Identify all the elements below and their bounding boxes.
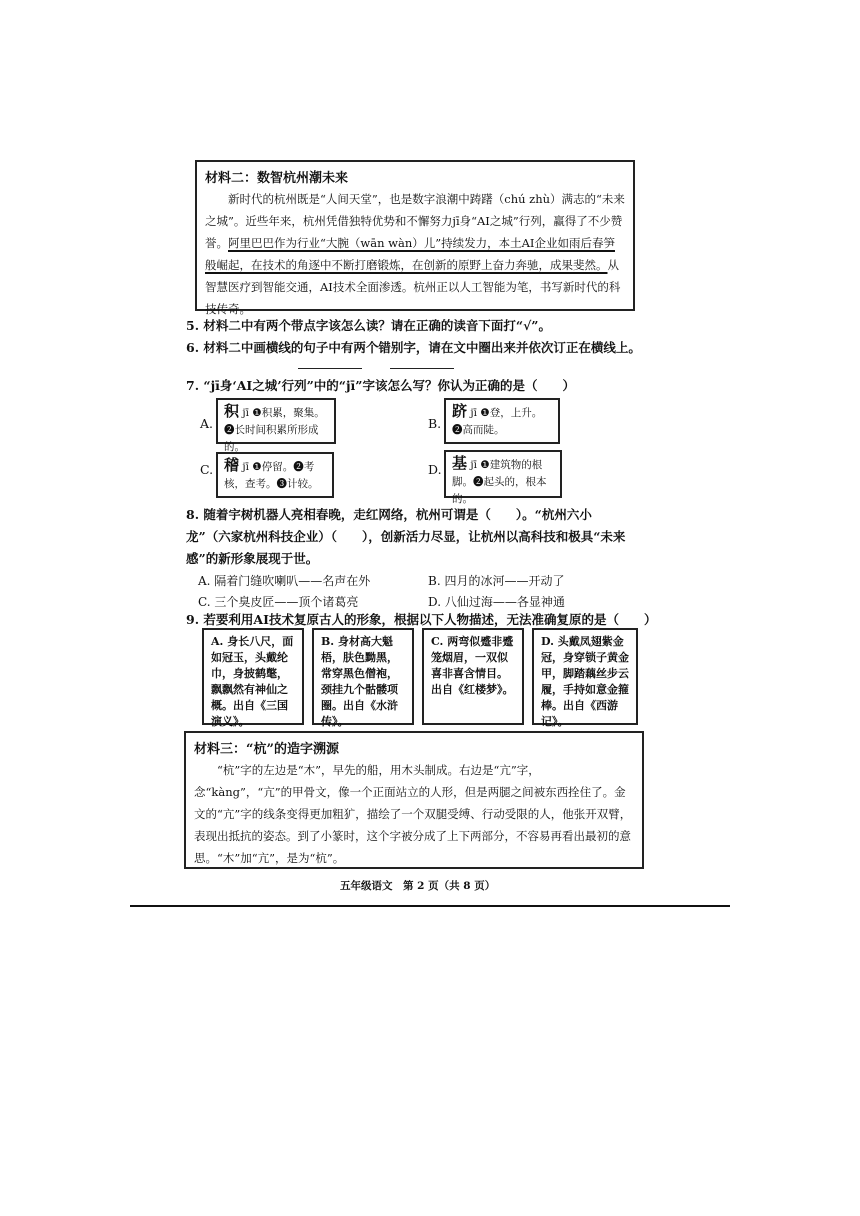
option-b-dict-box[interactable]	[444, 398, 560, 444]
option-c-label[interactable]: C.	[200, 462, 214, 477]
question-5: 5. 材料二中有两个带点字该怎么读？请在正确的读音下面打“√”。	[186, 318, 551, 333]
q8-option-c[interactable]: C. 三个臭皮匠——顶个诸葛亮	[198, 595, 359, 609]
question-7: 7. “jī身‘AI之城’行列”中的“jī”字该怎么写？你认为正确的是（ ）	[186, 378, 575, 393]
material2-title: 材料二：数智杭州潮未来	[205, 171, 349, 186]
option-c-char: 稽	[224, 456, 240, 474]
question-6: 6. 材料二中画横线的句子中有两个错别字，请在文中圈出来并依次订正在横线上。	[186, 340, 641, 355]
material2-box	[195, 160, 635, 316]
option-d-char: 基	[452, 454, 468, 472]
option-a-char: 积	[224, 402, 240, 420]
option-c-def: jī ❶停留。❷考核，查考。❸计较。	[224, 461, 319, 490]
page-divider-line	[130, 905, 730, 907]
q9-option-b-card[interactable]: B. 身材高大魁梧，肤色黝黑，常穿黑色僧袍，颈挂九个骷髅项圈。出自《水浒传》。	[312, 628, 414, 725]
option-d-dict-box[interactable]	[444, 450, 562, 505]
material3-box	[184, 731, 644, 869]
option-d-label[interactable]: D.	[428, 462, 442, 477]
q9-option-a-card[interactable]: A. 身长八尺，面如冠玉，头戴纶巾，身披鹤氅，飘飘然有神仙之概。出自《三国演义》。	[202, 628, 304, 725]
option-b-label[interactable]: B.	[428, 416, 442, 431]
option-c-dict-box[interactable]	[216, 452, 334, 498]
material3-paragraph: “杭”字的左边是“木”，早先的船，用木头制成。右边是“亢”字，念“kàng”，“亢”的甲骨文，像一个正面站立的人形，但是两腿之间被东西拴住了。金文的“亢”字的线条变得更加粗犷，描绘了一个双腿受缚、行动受限的人，他张开双臂，表现出抵抗的姿态。到了小篆时，这个字被分成了上下两部分，不容易再看出最初的意思。“木”加“亢”，是为“杭”。	[194, 763, 632, 865]
answer-blank-2[interactable]	[390, 368, 454, 369]
material3-title: 材料三：“杭”的造字溯源	[194, 742, 339, 757]
page-footer: 五年级语文 第 2 页（共 8 页）	[340, 880, 496, 892]
q8-option-a[interactable]: A. 隔着门缝吹喇叭——名声在外	[198, 574, 371, 588]
option-b-def: jī ❶登，上升。❷高而陡。	[452, 407, 543, 436]
q8-option-d[interactable]: D. 八仙过海——各显神通	[428, 595, 565, 609]
option-a-label[interactable]: A.	[200, 416, 214, 431]
material2-underlined-sentence: 阿里巴巴作为行业“大腕（wān wàn）儿”持续发力，本土AI企业如雨后春笋般崛起，在技术的角逐中不断打磨锻炼，在创新的原野上奋力奔驰，成果斐然。	[205, 236, 615, 272]
q9-option-c-card[interactable]: C. 两弯似蹙非蹙笼烟眉，一双似喜非喜含情目。出自《红楼梦》。	[422, 628, 524, 725]
option-b-char: 跻	[452, 402, 468, 420]
material2-p1: 新时代的杭州既是“人间天堂”，也是数字浪潮中踌躇（chú zhù）满志的“未来之城”。近些年来，杭州凭借独特优势和不懈努力jī身“AI之城”行列，赢得了不少赞誉。	[205, 192, 625, 250]
option-d-def: jī ❶建筑物的根脚。❷起头的，根本的。	[452, 459, 547, 505]
material2-paragraph	[205, 188, 625, 320]
answer-blank-1[interactable]	[298, 368, 362, 369]
q9-option-d-card[interactable]: D. 头戴凤翅紫金冠，身穿锁子黄金甲，脚踏藕丝步云履，手持如意金箍棒。出自《西游记》。	[532, 628, 638, 725]
option-a-dict-box[interactable]	[216, 398, 336, 453]
question-9: 9. 若要利用AI技术复原古人的形象，根据以下人物描述，无法准确复原的是（ ）	[186, 612, 657, 627]
q8-option-b[interactable]: B. 四月的冰河——开动了	[428, 574, 565, 588]
option-a-def: jī ❶积累，聚集。❷长时间积累所形成的。	[224, 407, 325, 453]
material2-p3: 从智慧医疗到智能交通，AI技术全面渗透。杭州正以人工智能为笔，书写新时代的科技传奇。	[205, 258, 621, 316]
question-8: 8. 随着宇树机器人亮相春晚，走红网络，杭州可谓是（ ）。“杭州六小龙”（六家杭州科技企业）（ ），创新活力尽显，让杭州以高科技和极具“未来感”的新形象展现于世。	[186, 507, 626, 566]
